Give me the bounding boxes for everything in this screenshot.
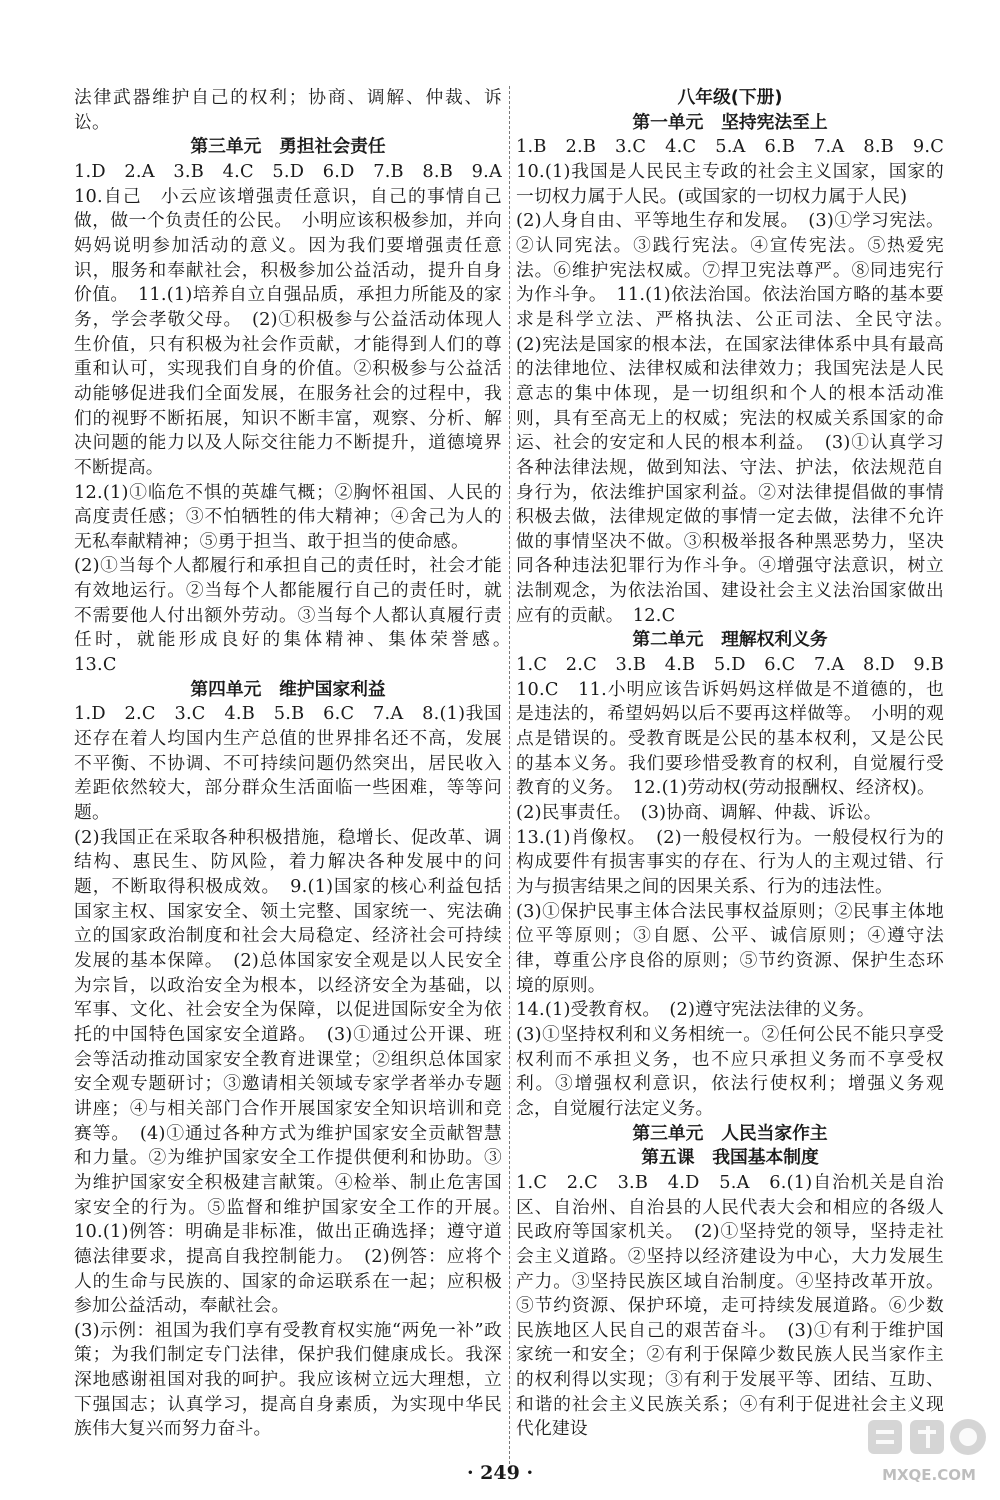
left-paragraph: (3)示例：祖国为我们享有受教育权实施“两免一补”政策；为我们制定专门法律，保护我们健康成长。我深深地感谢祖国对我的呵护。我应该树立远大理想，立下强国志；认真学习，提高自身素质，为实现中华民族伟大复兴而努力奋斗。: [74, 1320, 502, 1440]
right-paragraph: (3)①保护民事主体合法民事权益原则；②民事主体地位平等原则；③自愿、公平、诚信原则；④遵守法律，尊重公序良俗的原则；⑤节约资源、保护生态环境的原则。: [516, 901, 944, 996]
page-number: · 249 ·: [466, 1462, 534, 1484]
right-paragraph: (2)民事责任。 (3)协商、调解、仲裁、诉讼。: [516, 803, 882, 824]
column-divider: [509, 86, 510, 1464]
left-paragraph: 法律武器维护自己的权利；协商、调解、仲裁、诉讼。: [74, 88, 502, 133]
right-paragraph: 1.C 2.C 3.B 4.D 5.A 6.(1)自治机关是自治区、自治州、自治县的人民代表大会和相应的各级人民政府等国家机关。 (2)①坚持党的领导，坚持走社会主义道路。②坚持以经济建设为中心，大力发展生产力。③坚持民族区域自治制度。④坚持改革开放。⑤节约资源、保护环境，走可持续发展道路。⑥少数民族地区人民自己的艰苦奋斗。 (3)①有利于维护国家统一和安全；②有利于保障少数民族人民当家作主的权利得以实现；③有利于发展平等、团结、互助、和谐的社会主义民族关系；④有利于促进社会主义现代化建设: [516, 1172, 944, 1440]
left-column: [74, 86, 520, 1442]
watermark-text: MXQE.COM: [882, 1466, 976, 1484]
watermark-logo: [864, 1414, 994, 1496]
right-heading: 第五课 我国基本制度: [641, 1148, 819, 1169]
right-paragraph: 1.B 2.B 3.C 4.C 5.A 6.B 7.A 8.B 9.C 10.(1)我国是人民民主专政的社会主义国家，国家的一切权力属于人民。(或国家的一切权力属于人民): [516, 137, 962, 207]
right-paragraph: 14.(1)受教育权。 (2)遵守宪法法律的义务。: [516, 1000, 875, 1021]
right-heading: 第二单元 理解权利义务: [632, 630, 828, 651]
right-column: [516, 86, 962, 1442]
right-heading: 第三单元 人民当家作主: [632, 1123, 828, 1144]
left-heading: 第三单元 勇担社会责任: [190, 137, 386, 158]
left-paragraph: 1.D 2.A 3.B 4.C 5.D 6.D 7.B 8.B 9.A 10.自己 小云应该增强责任意识，自己的事情自己做，做一个负责任的公民。 小明应该积极参加，并向妈妈说明参加活动的意义。因为我们要增强责任意识，服务和奉献社会，积极参加公益活动，提升自身价值。 11.(1)培养自立自强品质，承担力所能及的家务，学会孝敬父母。 (2)①积极参与公益活动体现人生价值，只有积极为社会作贡献，才能得到人们的尊重和认可，实现我们自身的价值。②积极参与公益活动能够促进我们全面发展，在服务社会的过程中，我们的视野不断拓展，知识不断丰富，观察、分析、解决问题的能力以及人际交往能力不断提升，道德境界不断提高。: [74, 161, 520, 478]
right-paragraph: (3)①坚持权利和义务相统一。②任何公民不能只享受权利而不承担义务，也不应只承担义务而不享受权利。③增强权利意识，依法行使权利；增强义务观念，自觉履行法定义务。: [516, 1024, 944, 1119]
right-paragraph: 13.(1)肖像权。 (2)一般侵权行为。一般侵权行为的构成要件有损害事实的存在、行为人的主观过错、行为与损害结果之间的因果关系、行为的违法性。: [516, 827, 944, 897]
right-heading: 八年级(下册): [677, 88, 783, 108]
right-heading: 第一单元 坚持宪法至上: [632, 112, 828, 133]
left-heading: 第四单元 维护国家利益: [190, 679, 386, 700]
right-paragraph: (2)人身自由、平等地生存和发展。 (3)①学习宪法。②认同宪法。③践行宪法。④宣传宪法。⑤热爱宪法。⑥维护宪法权威。⑦捍卫宪法尊严。⑧同违宪行为作斗争。 11.(1)依法治国。依法治国方略的基本要求是科学立法、严格执法、公正司法、全民守法。 (2)宪法是国家的根本法，在国家法律体系中具有最高的法律地位、法律权威和法律效力；我国宪法是人民意志的集中体现，是一切组织和个人的根本活动准则，具有至高无上的权威；宪法的权威关系国家的命运、社会的安定和人民的根本利益。 (3)①认真学习各种法律法规，做到知法、守法、护法，依法规范自身行为，依法维护国家利益。②对法律提倡做的事情积极去做，法律规定做的事情一定去做，法律不允许做的事情坚决不做。③积极举报各种黑恶势力，坚决同各种违法犯罪行为作斗争。④增强守法意识，树立法制观念，为依法治国、建设社会主义法治国家做出应有的贡献。 12.C: [516, 211, 962, 626]
left-paragraph: 1.D 2.C 3.C 4.B 5.B 6.C 7.A 8.(1)我国还存在着人均国内生产总值的世界排名还不高，发展不平衡、不协调、不可持续问题仍然突出，居民收入差距依然较大，部分群众生活面临一些困难，等等问题。: [74, 704, 502, 824]
left-paragraph: 12.(1)①临危不惧的英雄气概；②胸怀祖国、人民的高度责任感；③不怕牺牲的伟大精神；④舍己为人的无私奉献精神；⑤勇于担当、敢于担当的使命感。: [74, 482, 502, 552]
left-paragraph: (2)①当每个人都履行和承担自己的责任时，社会才能有效地运行。②当每个人都能履行自己的责任时，就不需要他人付出额外劳动。③当每个人都认真履行责任时，就能形成良好的集体精神、集体荣誉感。 13.C: [74, 556, 520, 676]
right-paragraph: 1.C 2.C 3.B 4.B 5.D 6.C 7.A 8.D 9.B 10.C 11.小明应该告诉妈妈这样做是不道德的，也是违法的，希望妈妈以后不要再这样做等。 小明的观点是错误的。受教育既是公民的基本权利，又是公民的基本义务。我们要珍惜受教育的权利，自觉履行受教育的义务。 12.(1)劳动权(劳动报酬权、经济权)。: [516, 655, 962, 799]
left-paragraph: (2)我国正在采取各种积极措施，稳增长、促改革、调结构、惠民生、防风险，着力解决各种发展中的问题，不断取得积极成效。 9.(1)国家的核心利益包括国家主权、国家安全、领土完整、国家统一、宪法确立的国家政治制度和社会大局稳定、经济社会可持续发展的基本保障。 (2)总体国家安全观是以人民安全为宗旨，以政治安全为根本，以经济安全为基础，以军事、文化、社会安全为保障，以促进国际安全为依托的中国特色国家安全道路。 (3)①通过公开课、班会等活动推动国家安全教育进课堂；②组织总体国家安全观专题研讨；③邀请相关领域专家学者举办专题讲座；④与相关部门合作开展国家安全知识培训和竞赛等。 (4)①通过各种方式为维护国家安全贡献智慧和力量。②为维护国家安全工作提供便利和协助。③为维护国家安全积极建言献策。④检举、制止危害国家安全的行为。⑤监督和维护国家安全工作的开展。 10.(1)例答：明确是非标准，做出正确选择；遵守道德法律要求，提高自我控制能力。 (2)例答：应将个人的生命与民族的、国家的命运联系在一起；应积极参加公益活动，奉献社会。: [74, 827, 520, 1317]
